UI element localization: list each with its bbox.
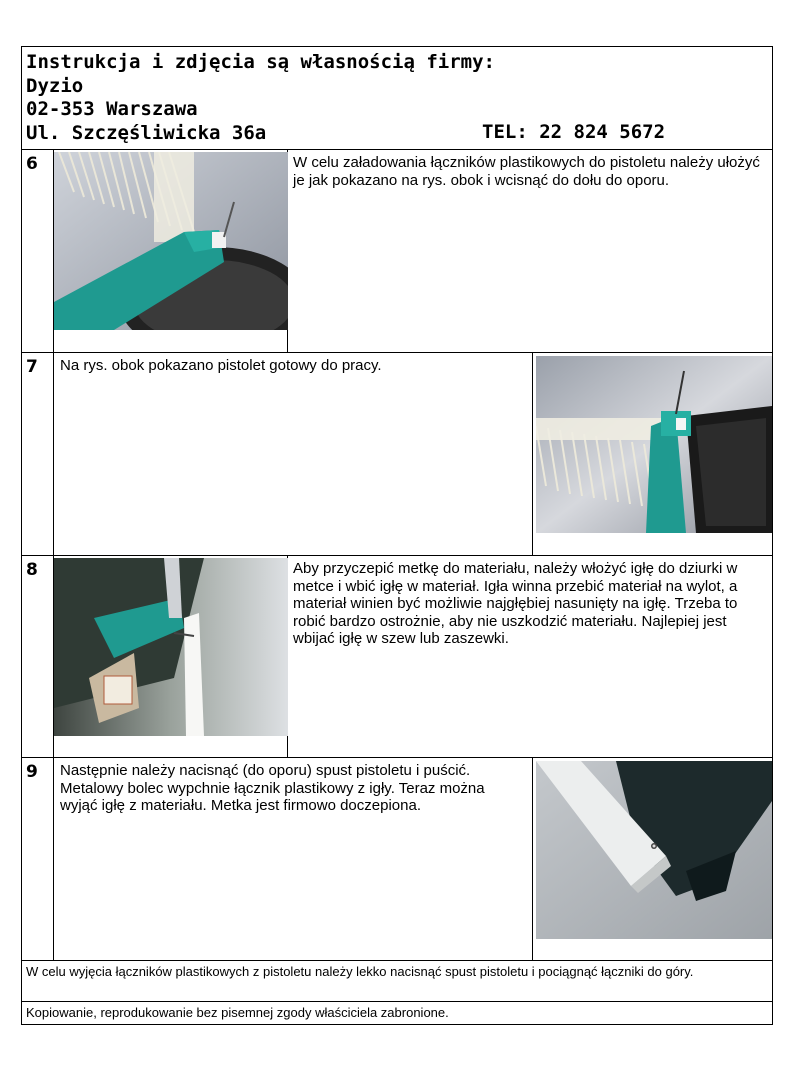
removal-note-row [22,961,772,1002]
copyright-row [22,1002,772,1024]
step-number: 6 [22,150,54,352]
cell-divider [532,758,533,960]
step-number: 9 [22,758,54,960]
company-name: Dyzio [26,74,84,97]
loading-fasteners-photo [54,152,288,330]
step-text: Na rys. obok pokazano pistolet gotowy do pracy. [60,357,382,374]
attached-tag-photo [536,761,772,939]
ownership-line: Instrukcja i zdjęcia są własnością firmy: [26,51,495,73]
step-text: Aby przyczepić metkę do materiału, należy włożyć igłę do dziurki w metce i wbić igłę w materiał. Igła winna przebić materiał na wylot, a materiał winien być możliwie najgłębiej nasunięty na igłę. Trzeba to robić bardzo ostrożnie, aby nie uszkodzić materiału. Najlepiej jest wbijać igłę w szew lub zaszewki. [293,560,738,647]
instruction-sheet [21,46,773,1025]
step-row-6 [22,150,772,353]
company-header [22,47,772,150]
step-number: 8 [22,556,54,757]
copyright-note: Kopiowanie, reprodukowanie bez pisemnej zgody właściciela zabronione. [26,1005,449,1020]
cell-divider [532,353,533,555]
company-city: 02-353 Warszawa [26,98,198,120]
step-row-7 [22,353,772,556]
removal-note: W celu wyjęcia łączników plastikowych z pistoletu należy lekko nacisnąć spust pistoletu i pociągnąć łączniki do góry. [26,964,694,979]
step-text: W celu załadowania łączników plastikowych do pistoletu należy ułożyć je jak pokazano na rys. obok i wcisnąć do dołu do oporu. [293,154,760,189]
step-text: Następnie należy nacisnąć (do oporu) spust pistoletu i puścić. Metalowy bolec wypchnie łącznik plastikowy z igły. Teraz można wyjąć igłę z materiału. Metka jest firmowo doczepiona. [60,762,485,814]
attaching-tag-photo [54,558,288,736]
step-number: 7 [22,353,54,555]
company-phone: TEL: 22 824 5672 [482,121,666,143]
company-street: Ul. Szczęśliwicka 36a [26,121,267,144]
gun-ready-photo [536,356,772,533]
step-row-9 [22,758,772,961]
step-row-8 [22,556,772,758]
